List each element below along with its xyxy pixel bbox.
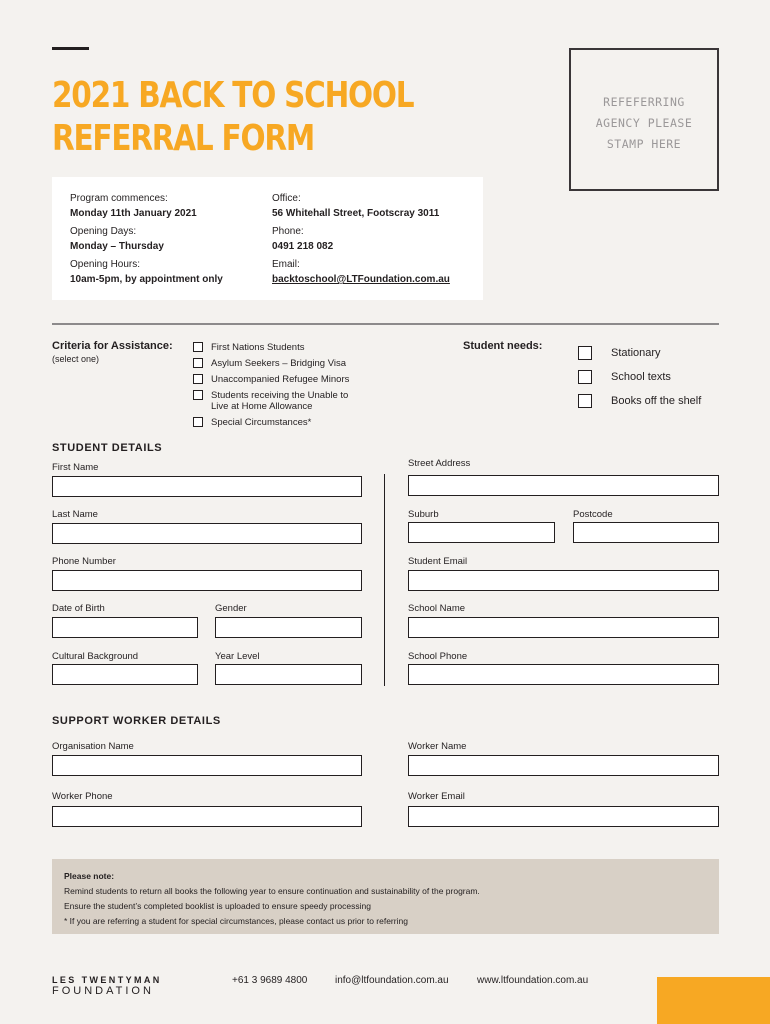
worker-name-field[interactable] bbox=[408, 755, 719, 776]
form-title-line2: REFERRAL FORM bbox=[52, 118, 315, 159]
organisation-name-field[interactable] bbox=[52, 755, 362, 776]
last-name-field[interactable] bbox=[52, 523, 362, 544]
note-line: * If you are referring a student for special circumstances, please contact us prior to referring bbox=[64, 916, 408, 926]
criteria-option-unaccompanied-minors[interactable] bbox=[193, 374, 349, 385]
checkbox[interactable] bbox=[578, 346, 592, 360]
criteria-option-label: Unaccompanied Refugee Minors bbox=[211, 374, 350, 385]
need-option-stationary[interactable] bbox=[578, 341, 701, 365]
gender-label: Gender bbox=[215, 603, 247, 614]
street-address-label: Street Address bbox=[408, 458, 471, 469]
checkbox[interactable] bbox=[578, 394, 592, 408]
criteria-options bbox=[193, 342, 349, 433]
checkbox[interactable] bbox=[193, 374, 203, 384]
info-label: Phone: bbox=[272, 226, 304, 237]
note-line: Remind students to return all books the following year to ensure continuation and sustainability of the program. bbox=[64, 886, 480, 896]
checkbox[interactable] bbox=[193, 342, 203, 352]
footer-email[interactable]: info@ltfoundation.com.au bbox=[335, 975, 449, 986]
program-info-left bbox=[70, 192, 223, 291]
note-line: Ensure the student’s completed booklist is uploaded to ensure speedy processing bbox=[64, 901, 371, 911]
decorative-orange-block bbox=[657, 977, 770, 1024]
info-label: Opening Days: bbox=[70, 226, 137, 237]
criteria-option-label: Special Circumstances* bbox=[211, 417, 312, 428]
student-details-heading: STUDENT DETAILS bbox=[52, 442, 163, 454]
year-level-label: Year Level bbox=[215, 651, 260, 662]
footer-phone: +61 3 9689 4800 bbox=[232, 975, 308, 986]
checkbox[interactable] bbox=[193, 390, 203, 400]
student-email-label: Student Email bbox=[408, 556, 468, 567]
cultural-background-label: Cultural Background bbox=[52, 651, 139, 662]
criteria-option-label: Asylum Seekers – Bridging Visa bbox=[211, 358, 346, 369]
criteria-option-label bbox=[211, 390, 348, 412]
info-value: Monday 11th January 2021 bbox=[70, 208, 197, 219]
worker-phone-label: Worker Phone bbox=[52, 791, 113, 802]
organisation-name-label: Organisation Name bbox=[52, 741, 134, 752]
school-name-field[interactable] bbox=[408, 617, 719, 638]
info-program-commences bbox=[70, 192, 223, 225]
support-worker-heading: SUPPORT WORKER DETAILS bbox=[52, 715, 221, 727]
form-title-line1: 2021 BACK TO SCHOOL bbox=[52, 75, 414, 116]
info-opening-days bbox=[70, 225, 223, 258]
checkbox[interactable] bbox=[193, 358, 203, 368]
gender-field[interactable] bbox=[215, 617, 362, 638]
criteria-subtitle: (select one) bbox=[52, 354, 100, 364]
info-value: Monday – Thursday bbox=[70, 241, 164, 252]
info-label: Email: bbox=[272, 259, 300, 270]
need-option-books-off-shelf[interactable] bbox=[578, 389, 701, 413]
info-phone bbox=[272, 225, 450, 258]
school-name-label: School Name bbox=[408, 603, 466, 614]
info-label: Office: bbox=[272, 193, 301, 204]
street-address-field[interactable] bbox=[408, 475, 719, 496]
date-of-birth-label: Date of Birth bbox=[52, 603, 105, 614]
worker-name-label: Worker Name bbox=[408, 741, 467, 752]
column-divider bbox=[384, 474, 385, 686]
school-phone-label: School Phone bbox=[408, 651, 468, 662]
program-info-right bbox=[272, 192, 450, 291]
info-label: Program commences: bbox=[70, 193, 168, 204]
info-label: Opening Hours: bbox=[70, 259, 141, 270]
year-level-field[interactable] bbox=[215, 664, 362, 685]
section-divider bbox=[52, 323, 719, 325]
info-value: 0491 218 082 bbox=[272, 241, 334, 252]
stamp-text-line3: STAMP HERE bbox=[606, 137, 682, 151]
postcode-field[interactable] bbox=[573, 522, 719, 543]
worker-email-label: Worker Email bbox=[408, 791, 465, 802]
title-accent-rule bbox=[52, 47, 89, 50]
info-email bbox=[272, 258, 450, 291]
need-option-label: Stationary bbox=[611, 347, 661, 359]
info-value: 10am-5pm, by appointment only bbox=[70, 274, 223, 285]
stamp-text-line1: REFEFERRING bbox=[603, 95, 685, 109]
suburb-label: Suburb bbox=[408, 509, 439, 520]
criteria-option-special-circumstances[interactable] bbox=[193, 417, 349, 428]
please-note-box bbox=[52, 859, 719, 934]
criteria-option-asylum-seekers[interactable] bbox=[193, 358, 349, 369]
phone-number-label: Phone Number bbox=[52, 556, 116, 567]
checkbox[interactable] bbox=[193, 417, 203, 427]
phone-number-field[interactable] bbox=[52, 570, 362, 591]
postcode-label: Postcode bbox=[573, 509, 613, 520]
logo-line2: FOUNDATION bbox=[52, 985, 154, 997]
last-name-label: Last Name bbox=[52, 509, 98, 520]
footer-website[interactable]: www.ltfoundation.com.au bbox=[477, 975, 589, 986]
need-option-school-texts[interactable] bbox=[578, 365, 701, 389]
school-phone-field[interactable] bbox=[408, 664, 719, 685]
criteria-option-unable-to-live-at-home[interactable] bbox=[193, 390, 349, 412]
criteria-option-label: First Nations Students bbox=[211, 342, 305, 353]
info-value: 56 Whitehall Street, Footscray 3011 bbox=[272, 208, 440, 219]
info-email-link[interactable]: backtoschool@LTFoundation.com.au bbox=[272, 274, 450, 285]
suburb-field[interactable] bbox=[408, 522, 555, 543]
stamp-text-line2: AGENCY PLEASE bbox=[595, 116, 693, 130]
student-needs-title: Student needs: bbox=[463, 340, 543, 352]
student-needs-options bbox=[578, 341, 701, 413]
foundation-logo bbox=[52, 975, 162, 997]
need-option-label: Books off the shelf bbox=[611, 395, 702, 407]
form-title bbox=[52, 74, 413, 160]
criteria-option-label-line2: Live at Home Allowance bbox=[211, 401, 313, 412]
program-info-box bbox=[52, 177, 483, 300]
need-option-label: School texts bbox=[611, 371, 671, 383]
checkbox[interactable] bbox=[578, 370, 592, 384]
info-office bbox=[272, 192, 450, 225]
logo-line1: LES TWENTYMAN bbox=[52, 975, 162, 985]
note-title: Please note: bbox=[64, 871, 115, 881]
criteria-option-label-line1: Students receiving the Unable to bbox=[211, 390, 349, 401]
worker-phone-field[interactable] bbox=[52, 806, 362, 827]
date-of-birth-field[interactable] bbox=[52, 617, 198, 638]
cultural-background-field[interactable] bbox=[52, 664, 198, 685]
first-name-field[interactable] bbox=[52, 476, 362, 497]
first-name-label: First Name bbox=[52, 462, 99, 473]
student-email-field[interactable] bbox=[408, 570, 719, 591]
criteria-option-first-nations[interactable] bbox=[193, 342, 349, 353]
criteria-title: Criteria for Assistance: bbox=[52, 340, 173, 352]
worker-email-field[interactable] bbox=[408, 806, 719, 827]
agency-stamp-box bbox=[569, 48, 719, 191]
info-opening-hours bbox=[70, 258, 223, 291]
